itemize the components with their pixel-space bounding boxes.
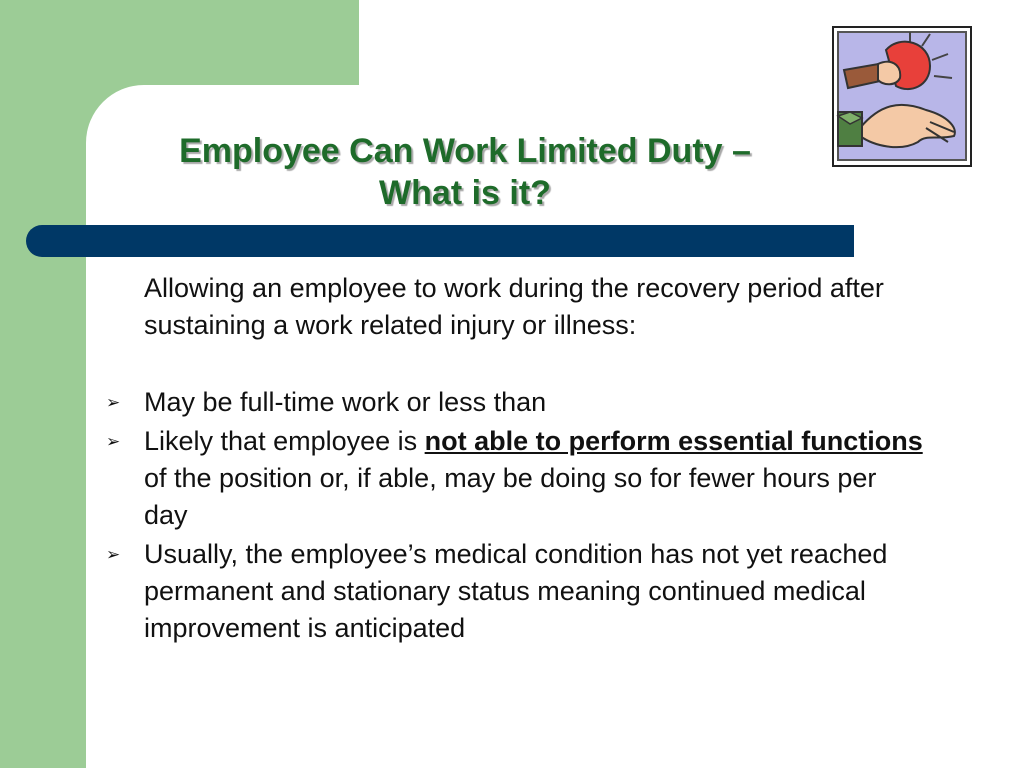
title-line-2: What is it? <box>379 174 551 212</box>
bullet-arrow-icon: ➢ <box>106 393 121 412</box>
bullet-text: Usually, the employee’s medical condition has not yet reached permanent and stationary status meaning continued medical improvement is anticipated <box>144 539 888 643</box>
bullet-text-after: of the position or, if able, may be doing so for fewer hours per day <box>144 463 877 530</box>
bullet-emphasis: not able to perform essential functions <box>424 426 923 456</box>
bullet-text-before: Likely that employee is <box>144 426 425 456</box>
hand-injury-clipart-icon <box>830 24 974 169</box>
bullet-item <box>106 384 924 421</box>
bullet-arrow-icon: ➢ <box>106 545 121 564</box>
slide-title <box>100 130 830 214</box>
title-underline-bar <box>26 225 854 257</box>
bullet-item <box>106 536 924 647</box>
title-line-1: Employee Can Work Limited Duty – <box>179 132 751 170</box>
intro-paragraph: Allowing an employee to work during the recovery period after sustaining a work related injury or illness: <box>144 273 884 340</box>
bullet-item <box>106 423 924 534</box>
bullet-arrow-icon: ➢ <box>106 432 121 451</box>
bullet-text: May be full-time work or less than <box>144 387 547 417</box>
slide-body <box>106 270 924 649</box>
